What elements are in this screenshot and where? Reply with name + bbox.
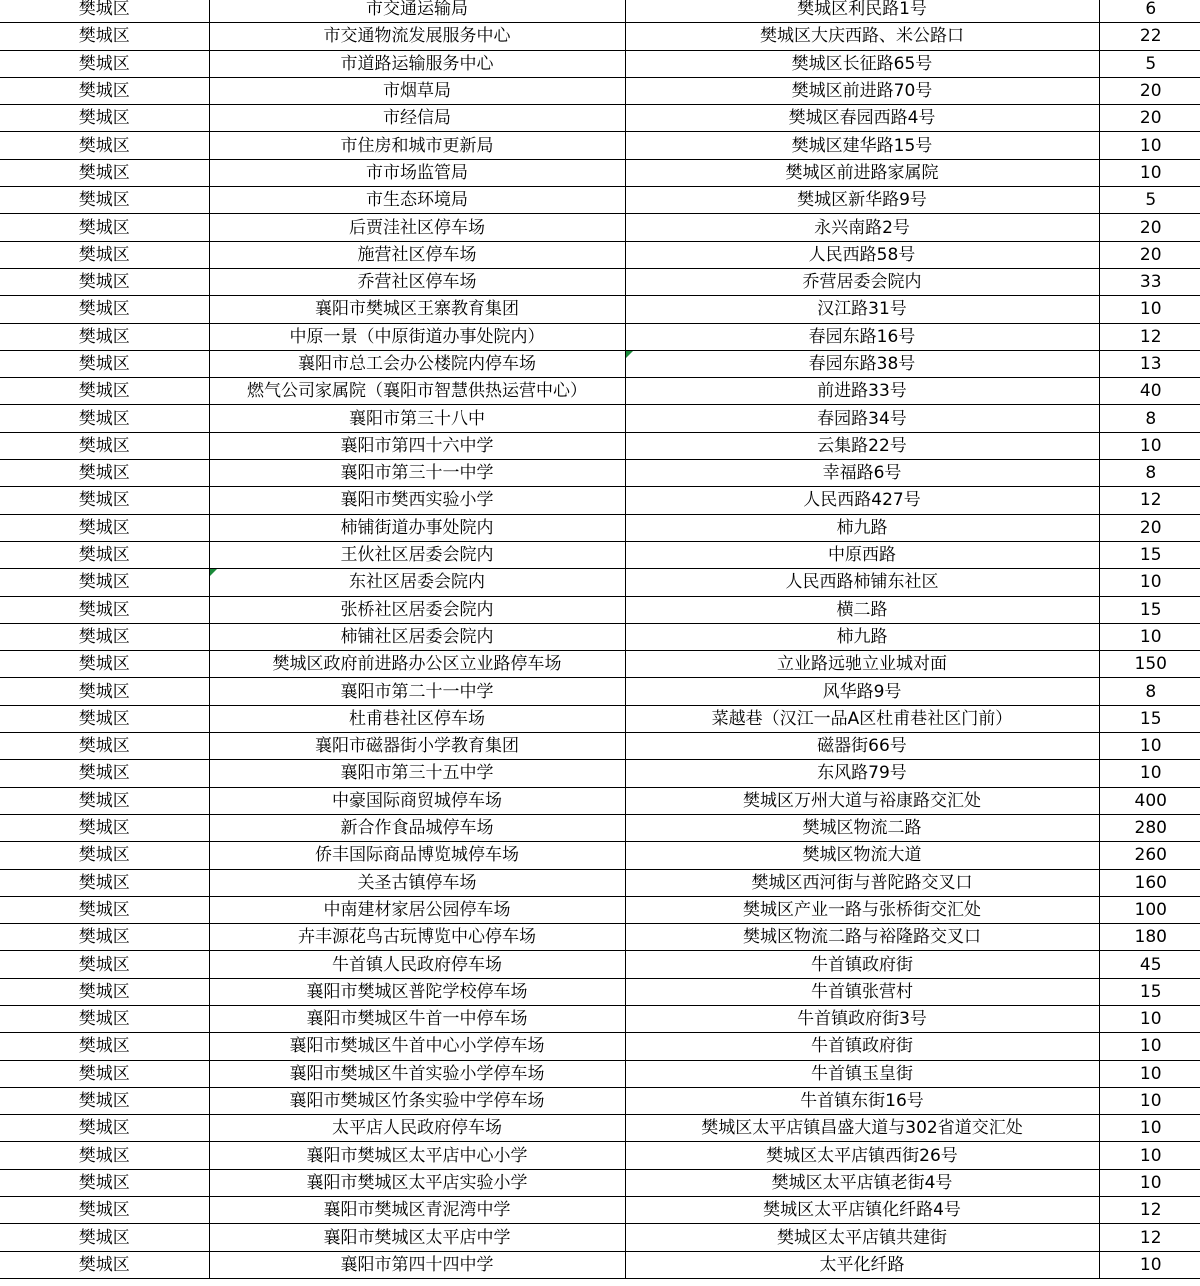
capacity-cell[interactable]: 10 bbox=[1099, 1115, 1200, 1142]
name-cell[interactable]: 襄阳市樊城区太平店中心小学 bbox=[209, 1142, 625, 1169]
district-cell[interactable]: 樊城区 bbox=[0, 733, 209, 760]
table-row bbox=[0, 1197, 1200, 1224]
name-cell[interactable]: 襄阳市樊城区太平店实验小学 bbox=[209, 1169, 625, 1196]
address-cell[interactable]: 樊城区前进路70号 bbox=[625, 77, 1099, 104]
district-cell[interactable]: 樊城区 bbox=[0, 77, 209, 104]
name-cell[interactable]: 施营社区停车场 bbox=[209, 241, 625, 268]
capacity-cell[interactable]: 5 bbox=[1099, 50, 1200, 77]
name-cell[interactable]: 市交通物流发展服务中心 bbox=[209, 23, 625, 50]
table-row bbox=[0, 0, 1200, 23]
address-cell[interactable]: 云集路22号 bbox=[625, 432, 1099, 459]
capacity-cell[interactable]: 180 bbox=[1099, 924, 1200, 951]
table-row bbox=[0, 978, 1200, 1005]
address-cell[interactable]: 樊城区物流大道 bbox=[625, 842, 1099, 869]
name-cell[interactable]: 中南建材家居公园停车场 bbox=[209, 896, 625, 923]
name-cell[interactable]: 襄阳市总工会办公楼院内停车场 bbox=[209, 350, 625, 377]
name-cell[interactable]: 襄阳市樊城区牛首实验小学停车场 bbox=[209, 1060, 625, 1087]
address-cell[interactable]: 立业路远驰立业城对面 bbox=[625, 651, 1099, 678]
table-row bbox=[0, 896, 1200, 923]
district-cell[interactable]: 樊城区 bbox=[0, 460, 209, 487]
name-cell[interactable]: 中豪国际商贸城停车场 bbox=[209, 787, 625, 814]
district-cell[interactable]: 樊城区 bbox=[0, 187, 209, 214]
table-row bbox=[0, 733, 1200, 760]
name-cell[interactable]: 杜甫巷社区停车场 bbox=[209, 705, 625, 732]
table-row bbox=[0, 268, 1200, 295]
table-row bbox=[0, 678, 1200, 705]
district-cell[interactable]: 樊城区 bbox=[0, 214, 209, 241]
address-cell[interactable]: 乔营居委会院内 bbox=[625, 268, 1099, 295]
table-row bbox=[0, 23, 1200, 50]
name-cell[interactable]: 牛首镇人民政府停车场 bbox=[209, 951, 625, 978]
name-cell[interactable]: 关圣古镇停车场 bbox=[209, 869, 625, 896]
name-cell[interactable]: 襄阳市樊城区青泥湾中学 bbox=[209, 1197, 625, 1224]
capacity-cell[interactable]: 10 bbox=[1099, 733, 1200, 760]
table-row bbox=[0, 1142, 1200, 1169]
address-cell[interactable]: 人民西路58号 bbox=[625, 241, 1099, 268]
address-cell[interactable]: 樊城区万州大道与裕康路交汇处 bbox=[625, 787, 1099, 814]
address-cell[interactable]: 春园东路16号 bbox=[625, 323, 1099, 350]
address-cell[interactable]: 樊城区物流二路 bbox=[625, 814, 1099, 841]
district-cell[interactable]: 樊城区 bbox=[0, 760, 209, 787]
capacity-cell[interactable]: 20 bbox=[1099, 77, 1200, 104]
name-cell[interactable]: 柿铺社区居委会院内 bbox=[209, 623, 625, 650]
capacity-cell[interactable]: 12 bbox=[1099, 1197, 1200, 1224]
table-row bbox=[0, 787, 1200, 814]
address-cell[interactable]: 樊城区前进路家属院 bbox=[625, 159, 1099, 186]
district-cell[interactable]: 樊城区 bbox=[0, 814, 209, 841]
address-cell[interactable]: 中原西路 bbox=[625, 541, 1099, 568]
address-cell[interactable]: 樊城区太平店镇化纤路4号 bbox=[625, 1197, 1099, 1224]
district-cell[interactable]: 樊城区 bbox=[0, 924, 209, 951]
district-cell[interactable]: 樊城区 bbox=[0, 268, 209, 295]
table-row bbox=[0, 951, 1200, 978]
district-cell[interactable]: 樊城区 bbox=[0, 1087, 209, 1114]
table-row bbox=[0, 623, 1200, 650]
name-cell[interactable]: 中原一景（中原街道办事处院内） bbox=[209, 323, 625, 350]
name-cell[interactable]: 王伙社区居委会院内 bbox=[209, 541, 625, 568]
capacity-cell[interactable]: 20 bbox=[1099, 514, 1200, 541]
capacity-cell[interactable]: 10 bbox=[1099, 760, 1200, 787]
capacity-cell[interactable]: 8 bbox=[1099, 460, 1200, 487]
comment-marker-icon bbox=[210, 569, 217, 576]
table-row bbox=[0, 596, 1200, 623]
address-cell[interactable]: 樊城区太平店镇昌盛大道与302省道交汇处 bbox=[625, 1115, 1099, 1142]
district-cell[interactable]: 樊城区 bbox=[0, 23, 209, 50]
address-cell[interactable]: 柿九路 bbox=[625, 623, 1099, 650]
name-cell[interactable]: 乔营社区停车场 bbox=[209, 268, 625, 295]
address-cell[interactable]: 樊城区太平店镇共建街 bbox=[625, 1224, 1099, 1251]
capacity-cell[interactable]: 10 bbox=[1099, 1087, 1200, 1114]
capacity-cell[interactable]: 10 bbox=[1099, 1142, 1200, 1169]
district-cell[interactable]: 樊城区 bbox=[0, 1115, 209, 1142]
name-cell[interactable]: 樊城区政府前进路办公区立业路停车场 bbox=[209, 651, 625, 678]
capacity-cell[interactable]: 12 bbox=[1099, 323, 1200, 350]
table-row bbox=[0, 460, 1200, 487]
district-cell[interactable]: 樊城区 bbox=[0, 951, 209, 978]
address-cell[interactable]: 樊城区建华路15号 bbox=[625, 132, 1099, 159]
capacity-cell[interactable]: 12 bbox=[1099, 1224, 1200, 1251]
capacity-cell[interactable]: 10 bbox=[1099, 1033, 1200, 1060]
district-cell[interactable]: 樊城区 bbox=[0, 405, 209, 432]
table-row bbox=[0, 50, 1200, 77]
capacity-cell[interactable]: 10 bbox=[1099, 132, 1200, 159]
capacity-cell[interactable]: 15 bbox=[1099, 541, 1200, 568]
address-cell[interactable]: 太平化纤路 bbox=[625, 1251, 1099, 1278]
table-row bbox=[0, 869, 1200, 896]
district-cell[interactable]: 樊城区 bbox=[0, 432, 209, 459]
table-row bbox=[0, 323, 1200, 350]
address-cell[interactable]: 磁器街66号 bbox=[625, 733, 1099, 760]
name-cell[interactable]: 市道路运输服务中心 bbox=[209, 50, 625, 77]
table-row bbox=[0, 159, 1200, 186]
district-cell[interactable]: 樊城区 bbox=[0, 842, 209, 869]
district-cell[interactable]: 樊城区 bbox=[0, 1169, 209, 1196]
name-cell[interactable]: 襄阳市樊城区普陀学校停车场 bbox=[209, 978, 625, 1005]
capacity-cell[interactable]: 10 bbox=[1099, 432, 1200, 459]
district-cell[interactable]: 樊城区 bbox=[0, 1060, 209, 1087]
address-cell[interactable]: 樊城区春园西路4号 bbox=[625, 105, 1099, 132]
table-row bbox=[0, 214, 1200, 241]
address-cell[interactable]: 牛首镇张营村 bbox=[625, 978, 1099, 1005]
capacity-cell[interactable]: 10 bbox=[1099, 159, 1200, 186]
table-row bbox=[0, 924, 1200, 951]
table-row bbox=[0, 1033, 1200, 1060]
capacity-cell[interactable]: 20 bbox=[1099, 241, 1200, 268]
capacity-cell[interactable]: 260 bbox=[1099, 842, 1200, 869]
name-cell[interactable]: 市市场监管局 bbox=[209, 159, 625, 186]
district-cell[interactable]: 樊城区 bbox=[0, 869, 209, 896]
district-cell[interactable]: 樊城区 bbox=[0, 105, 209, 132]
address-cell[interactable]: 樊城区新华路9号 bbox=[625, 187, 1099, 214]
address-cell[interactable]: 永兴南路2号 bbox=[625, 214, 1099, 241]
address-cell[interactable]: 牛首镇东街16号 bbox=[625, 1087, 1099, 1114]
address-cell[interactable]: 汉江路31号 bbox=[625, 296, 1099, 323]
address-cell[interactable]: 樊城区太平店镇西街26号 bbox=[625, 1142, 1099, 1169]
district-cell[interactable]: 樊城区 bbox=[0, 50, 209, 77]
table-row bbox=[0, 1060, 1200, 1087]
comment-marker-icon bbox=[626, 351, 633, 358]
capacity-cell[interactable]: 15 bbox=[1099, 596, 1200, 623]
table-row bbox=[0, 541, 1200, 568]
district-cell[interactable]: 樊城区 bbox=[0, 978, 209, 1005]
name-cell[interactable]: 襄阳市樊城区牛首中心小学停车场 bbox=[209, 1033, 625, 1060]
district-cell[interactable]: 樊城区 bbox=[0, 296, 209, 323]
table-row bbox=[0, 514, 1200, 541]
district-cell[interactable]: 樊城区 bbox=[0, 1251, 209, 1278]
capacity-cell[interactable]: 280 bbox=[1099, 814, 1200, 841]
capacity-cell[interactable]: 22 bbox=[1099, 23, 1200, 50]
table-row bbox=[0, 1005, 1200, 1032]
capacity-cell[interactable]: 15 bbox=[1099, 705, 1200, 732]
name-cell[interactable]: 襄阳市第三十一中学 bbox=[209, 460, 625, 487]
name-cell[interactable]: 柿铺街道办事处院内 bbox=[209, 514, 625, 541]
capacity-cell[interactable]: 400 bbox=[1099, 787, 1200, 814]
address-cell[interactable]: 牛首镇政府街 bbox=[625, 951, 1099, 978]
capacity-cell[interactable]: 6 bbox=[1099, 0, 1200, 23]
district-cell[interactable]: 樊城区 bbox=[0, 350, 209, 377]
table-row bbox=[0, 1224, 1200, 1251]
district-cell[interactable]: 樊城区 bbox=[0, 896, 209, 923]
district-cell[interactable]: 樊城区 bbox=[0, 1197, 209, 1224]
district-cell[interactable]: 樊城区 bbox=[0, 1033, 209, 1060]
capacity-cell[interactable]: 8 bbox=[1099, 678, 1200, 705]
district-cell[interactable]: 樊城区 bbox=[0, 787, 209, 814]
district-cell[interactable]: 樊城区 bbox=[0, 1224, 209, 1251]
district-cell[interactable]: 樊城区 bbox=[0, 0, 209, 23]
capacity-cell[interactable]: 5 bbox=[1099, 187, 1200, 214]
address-cell[interactable]: 人民西路427号 bbox=[625, 487, 1099, 514]
table-row bbox=[0, 241, 1200, 268]
capacity-cell[interactable]: 160 bbox=[1099, 869, 1200, 896]
district-cell[interactable]: 樊城区 bbox=[0, 241, 209, 268]
name-cell[interactable]: 市交通运输局 bbox=[209, 0, 625, 23]
capacity-cell[interactable]: 10 bbox=[1099, 1251, 1200, 1278]
table-row bbox=[0, 296, 1200, 323]
table-row bbox=[0, 187, 1200, 214]
table-row bbox=[0, 77, 1200, 104]
name-cell[interactable]: 张桥社区居委会院内 bbox=[209, 596, 625, 623]
name-cell[interactable]: 卉丰源花鸟古玩博览中心停车场 bbox=[209, 924, 625, 951]
table-row bbox=[0, 569, 1200, 596]
table-row bbox=[0, 814, 1200, 841]
capacity-cell[interactable]: 8 bbox=[1099, 405, 1200, 432]
address-cell[interactable]: 柿九路 bbox=[625, 514, 1099, 541]
capacity-cell[interactable]: 33 bbox=[1099, 268, 1200, 295]
address-cell[interactable]: 樊城区西河街与普陀路交叉口 bbox=[625, 869, 1099, 896]
name-cell[interactable]: 襄阳市樊城区竹条实验中学停车场 bbox=[209, 1087, 625, 1114]
district-cell[interactable]: 樊城区 bbox=[0, 623, 209, 650]
capacity-cell[interactable]: 100 bbox=[1099, 896, 1200, 923]
table-row bbox=[0, 105, 1200, 132]
capacity-cell[interactable]: 10 bbox=[1099, 1060, 1200, 1087]
address-cell[interactable]: 菜越巷（汉江一品A区杜甫巷社区门前） bbox=[625, 705, 1099, 732]
address-cell[interactable]: 樊城区利民路1号 bbox=[625, 0, 1099, 23]
district-cell[interactable]: 樊城区 bbox=[0, 132, 209, 159]
name-cell[interactable]: 太平店人民政府停车场 bbox=[209, 1115, 625, 1142]
address-cell[interactable]: 樊城区物流二路与裕隆路交叉口 bbox=[625, 924, 1099, 951]
name-cell[interactable]: 襄阳市樊城区太平店中学 bbox=[209, 1224, 625, 1251]
name-cell[interactable]: 新合作食品城停车场 bbox=[209, 814, 625, 841]
table-row bbox=[0, 350, 1200, 377]
table-row bbox=[0, 132, 1200, 159]
name-cell[interactable]: 侨丰国际商品博览城停车场 bbox=[209, 842, 625, 869]
name-cell[interactable]: 襄阳市第二十一中学 bbox=[209, 678, 625, 705]
address-cell[interactable]: 樊城区产业一路与张桥街交汇处 bbox=[625, 896, 1099, 923]
table-row bbox=[0, 378, 1200, 405]
address-cell[interactable]: 前进路33号 bbox=[625, 378, 1099, 405]
capacity-cell[interactable]: 40 bbox=[1099, 378, 1200, 405]
address-cell[interactable]: 樊城区太平店镇老街4号 bbox=[625, 1169, 1099, 1196]
table-row bbox=[0, 487, 1200, 514]
table-row bbox=[0, 432, 1200, 459]
capacity-cell[interactable]: 10 bbox=[1099, 569, 1200, 596]
capacity-cell[interactable]: 15 bbox=[1099, 978, 1200, 1005]
district-cell[interactable]: 樊城区 bbox=[0, 378, 209, 405]
name-cell[interactable]: 市生态环境局 bbox=[209, 187, 625, 214]
address-cell[interactable]: 幸福路6号 bbox=[625, 460, 1099, 487]
address-cell[interactable]: 风华路9号 bbox=[625, 678, 1099, 705]
address-cell[interactable]: 春园东路38号 bbox=[625, 350, 1099, 377]
name-cell[interactable]: 东社区居委会院内 bbox=[209, 569, 625, 596]
address-cell[interactable]: 人民西路柿铺东社区 bbox=[625, 569, 1099, 596]
table-row bbox=[0, 651, 1200, 678]
address-cell[interactable]: 牛首镇政府街 bbox=[625, 1033, 1099, 1060]
table-row bbox=[0, 1115, 1200, 1142]
table-row bbox=[0, 405, 1200, 432]
address-cell[interactable]: 樊城区长征路65号 bbox=[625, 50, 1099, 77]
address-cell[interactable]: 横二路 bbox=[625, 596, 1099, 623]
capacity-cell[interactable]: 20 bbox=[1099, 105, 1200, 132]
capacity-cell[interactable]: 10 bbox=[1099, 1169, 1200, 1196]
name-cell[interactable]: 市经信局 bbox=[209, 105, 625, 132]
district-cell[interactable]: 樊城区 bbox=[0, 514, 209, 541]
name-cell[interactable]: 襄阳市第三十八中 bbox=[209, 405, 625, 432]
address-cell[interactable]: 牛首镇玉皇街 bbox=[625, 1060, 1099, 1087]
name-cell[interactable]: 襄阳市第四十四中学 bbox=[209, 1251, 625, 1278]
name-cell[interactable]: 襄阳市樊西实验小学 bbox=[209, 487, 625, 514]
address-cell[interactable]: 樊城区大庆西路、米公路口 bbox=[625, 23, 1099, 50]
capacity-cell[interactable]: 45 bbox=[1099, 951, 1200, 978]
address-cell[interactable]: 春园路34号 bbox=[625, 405, 1099, 432]
table-row bbox=[0, 760, 1200, 787]
capacity-cell[interactable]: 20 bbox=[1099, 214, 1200, 241]
table-row bbox=[0, 842, 1200, 869]
name-cell[interactable]: 襄阳市第三十五中学 bbox=[209, 760, 625, 787]
name-cell[interactable]: 燃气公司家属院（襄阳市智慧供热运营中心） bbox=[209, 378, 625, 405]
name-cell[interactable]: 襄阳市樊城区王寨教育集团 bbox=[209, 296, 625, 323]
district-cell[interactable]: 樊城区 bbox=[0, 159, 209, 186]
capacity-cell[interactable]: 10 bbox=[1099, 296, 1200, 323]
name-cell[interactable]: 襄阳市第四十六中学 bbox=[209, 432, 625, 459]
address-cell[interactable]: 牛首镇政府街3号 bbox=[625, 1005, 1099, 1032]
capacity-cell[interactable]: 12 bbox=[1099, 487, 1200, 514]
capacity-cell[interactable]: 13 bbox=[1099, 350, 1200, 377]
name-cell[interactable]: 市住房和城市更新局 bbox=[209, 132, 625, 159]
table-row bbox=[0, 1251, 1200, 1278]
district-cell[interactable]: 樊城区 bbox=[0, 487, 209, 514]
name-cell[interactable]: 襄阳市磁器街小学教育集团 bbox=[209, 733, 625, 760]
name-cell[interactable]: 市烟草局 bbox=[209, 77, 625, 104]
capacity-cell[interactable]: 10 bbox=[1099, 1005, 1200, 1032]
district-cell[interactable]: 樊城区 bbox=[0, 569, 209, 596]
district-cell[interactable]: 樊城区 bbox=[0, 541, 209, 568]
name-cell[interactable]: 襄阳市樊城区牛首一中停车场 bbox=[209, 1005, 625, 1032]
district-cell[interactable]: 樊城区 bbox=[0, 678, 209, 705]
capacity-cell[interactable]: 10 bbox=[1099, 623, 1200, 650]
district-cell[interactable]: 樊城区 bbox=[0, 1142, 209, 1169]
capacity-cell[interactable]: 150 bbox=[1099, 651, 1200, 678]
table-row bbox=[0, 705, 1200, 732]
name-cell[interactable]: 后贾洼社区停车场 bbox=[209, 214, 625, 241]
address-cell[interactable]: 东风路79号 bbox=[625, 760, 1099, 787]
district-cell[interactable]: 樊城区 bbox=[0, 651, 209, 678]
district-cell[interactable]: 樊城区 bbox=[0, 323, 209, 350]
district-cell[interactable]: 樊城区 bbox=[0, 1005, 209, 1032]
table-row bbox=[0, 1169, 1200, 1196]
table-row bbox=[0, 1087, 1200, 1114]
district-cell[interactable]: 樊城区 bbox=[0, 705, 209, 732]
district-cell[interactable]: 樊城区 bbox=[0, 596, 209, 623]
